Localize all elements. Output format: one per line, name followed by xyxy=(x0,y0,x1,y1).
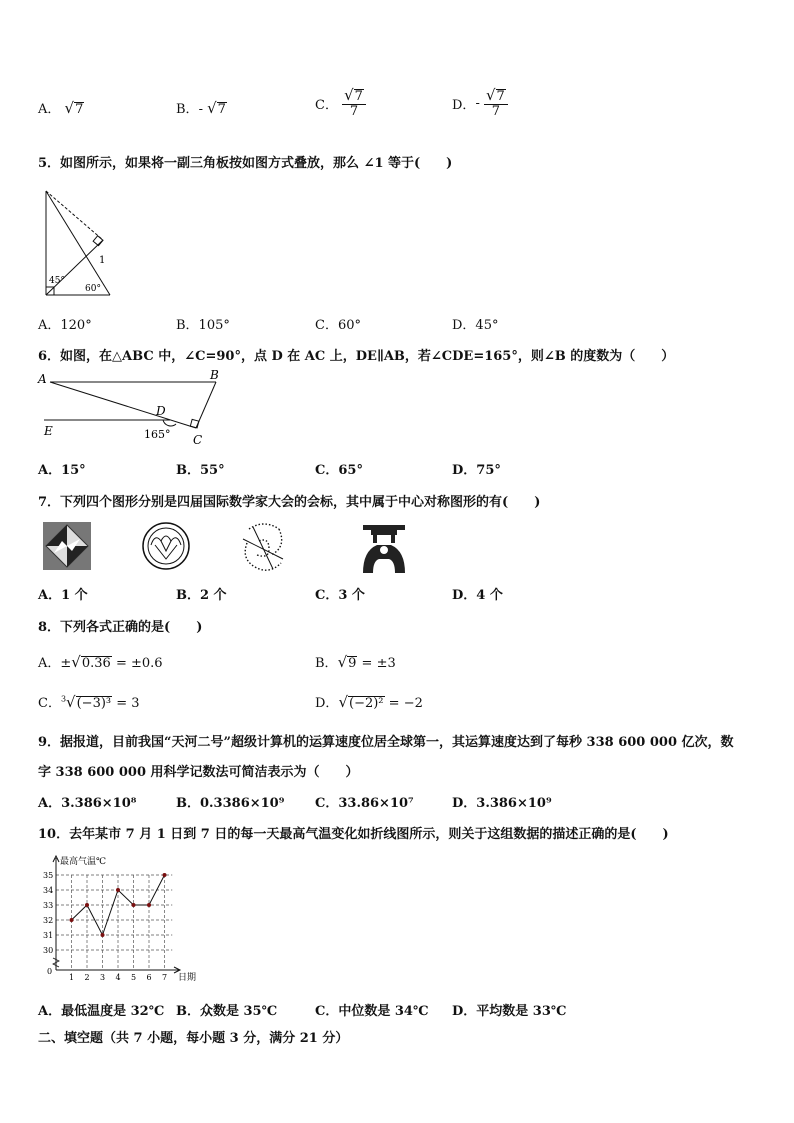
q7-option-b[interactable]: B．2 个 xyxy=(176,588,227,603)
q6-stem: 6．如图，在△ABC 中，∠C=90°，点 D 在 AC 上，DE∥AB，若∠CDE=165°，则∠B 的度数为（ ） xyxy=(38,349,675,364)
data-point xyxy=(132,903,136,907)
q9-option-a[interactable]: A．3.386×10⁸ xyxy=(38,796,137,811)
data-point xyxy=(163,873,167,877)
data-point xyxy=(147,903,151,907)
q4-option-b[interactable]: B．- √7 xyxy=(176,99,226,117)
q5-option-b[interactable]: B．105° xyxy=(176,318,230,333)
q4-option-d[interactable]: D．- $\frac{√7}{7}$ xyxy=(452,88,508,119)
q4-option-a[interactable]: A． √7 xyxy=(38,99,84,117)
origin-label: 0 xyxy=(47,967,53,976)
x-tick-label: 4 xyxy=(115,973,121,982)
q8-option-b[interactable]: B．√9 = ±3 xyxy=(315,653,396,671)
q9-stem-line1: 9．据报道，目前我国“天河二号”超级计算机的运算速度位居全球第一，其运算速度达到了每秒 338 600 000 亿次，数 xyxy=(38,735,734,750)
q7-option-d[interactable]: D．4 个 xyxy=(452,588,503,603)
fraction: $\frac{√7}{7}$ xyxy=(342,88,366,119)
svg-text:B: B xyxy=(210,368,219,382)
x-tick-label: 3 xyxy=(100,973,106,982)
y-tick-label: 31 xyxy=(43,931,54,940)
axis-break-mark xyxy=(53,958,59,967)
svg-text:E: E xyxy=(44,424,53,438)
y-tick-label: 32 xyxy=(43,916,54,925)
chart-ylabel: 最高气温℃ xyxy=(60,857,107,867)
q10-option-b[interactable]: B．众数是 35℃ xyxy=(176,1004,278,1019)
q6-triangle-figure xyxy=(36,368,226,450)
x-tick-label: 1 xyxy=(69,973,75,982)
data-point xyxy=(116,888,120,892)
q5-option-d[interactable]: D．45° xyxy=(452,318,499,333)
data-point xyxy=(101,933,105,937)
svg-text:45°: 45° xyxy=(49,276,65,286)
svg-text:D: D xyxy=(156,404,166,418)
q8-option-a[interactable]: A．±√0.36 = ±0.6 xyxy=(38,653,163,671)
data-point xyxy=(85,903,89,907)
y-tick-label: 34 xyxy=(43,886,54,895)
q8-option-d[interactable]: D．√(−2)² = −2 xyxy=(315,693,423,711)
temperature-line-chart xyxy=(38,852,218,984)
data-point xyxy=(70,918,74,922)
x-tick-label: 2 xyxy=(84,973,90,982)
logo-3-dotted-spiral-icon xyxy=(239,519,289,575)
logo-4-figure-icon xyxy=(359,521,409,573)
q7-stem: 7．下列四个图形分别是四届国际数学家大会的会标，其中属于中心对称图形的有( ) xyxy=(38,495,541,510)
q7-option-c[interactable]: C．3 个 xyxy=(315,588,365,603)
q5-triangle-figure xyxy=(38,185,118,301)
q5-option-a[interactable]: A．120° xyxy=(38,318,92,333)
svg-text:60°: 60° xyxy=(85,284,101,294)
q10-stem: 10．去年某市 7 月 1 日到 7 日的每一天最高气温变化如折线图所示，则关于这组数据的描述正确的是( ) xyxy=(38,827,669,842)
q10-option-a[interactable]: A．最低温度是 32℃ xyxy=(38,1004,165,1019)
q9-stem-line2: 字 338 600 000 用科学记数法可简洁表示为（ ） xyxy=(38,765,359,780)
q9-option-c[interactable]: C．33.86×10⁷ xyxy=(315,796,414,811)
q8-option-c[interactable]: C．$^3$√(−3)³ = 3 xyxy=(38,693,140,711)
x-tick-label: 7 xyxy=(162,973,168,982)
q5-stem: 5．如图所示，如果将一副三角板按如图方式叠放，那么 ∠1 等于( ) xyxy=(38,156,453,171)
q6-option-d[interactable]: D．75° xyxy=(452,463,501,478)
q9-option-d[interactable]: D．3.386×10⁹ xyxy=(452,796,552,811)
svg-text:C: C xyxy=(193,433,203,447)
q5-option-c[interactable]: C．60° xyxy=(315,318,361,333)
y-tick-label: 33 xyxy=(43,901,54,910)
y-tick-label: 30 xyxy=(43,946,54,955)
q10-option-d[interactable]: D．平均数是 33℃ xyxy=(452,1004,567,1019)
y-tick-label: 35 xyxy=(43,871,54,880)
q7-option-a[interactable]: A．1 个 xyxy=(38,588,88,603)
q4-option-c[interactable]: C． $\frac{√7}{7}$ xyxy=(315,88,366,119)
fraction: $\frac{√7}{7}$ xyxy=(484,88,508,119)
svg-text:165°: 165° xyxy=(144,428,171,441)
x-tick-label: 6 xyxy=(146,973,152,982)
svg-text:1: 1 xyxy=(99,255,106,266)
chart-xlabel: 日期 xyxy=(178,973,197,983)
x-tick-label: 5 xyxy=(131,973,137,982)
svg-text:A: A xyxy=(38,372,47,386)
q6-option-c[interactable]: C．65° xyxy=(315,463,363,478)
q9-option-b[interactable]: B．0.3386×10⁹ xyxy=(176,796,285,811)
q10-option-c[interactable]: C．中位数是 34℃ xyxy=(315,1004,429,1019)
q8-stem: 8．下列各式正确的是( ) xyxy=(38,620,203,635)
q6-option-b[interactable]: B．55° xyxy=(176,463,225,478)
section-2-title: 二、填空题（共 7 小题，每小题 3 分，满分 21 分） xyxy=(38,1031,349,1046)
q6-option-a[interactable]: A．15° xyxy=(38,463,86,478)
logo-2-circle-icon xyxy=(141,521,191,571)
logo-1-square-icon xyxy=(42,521,92,571)
